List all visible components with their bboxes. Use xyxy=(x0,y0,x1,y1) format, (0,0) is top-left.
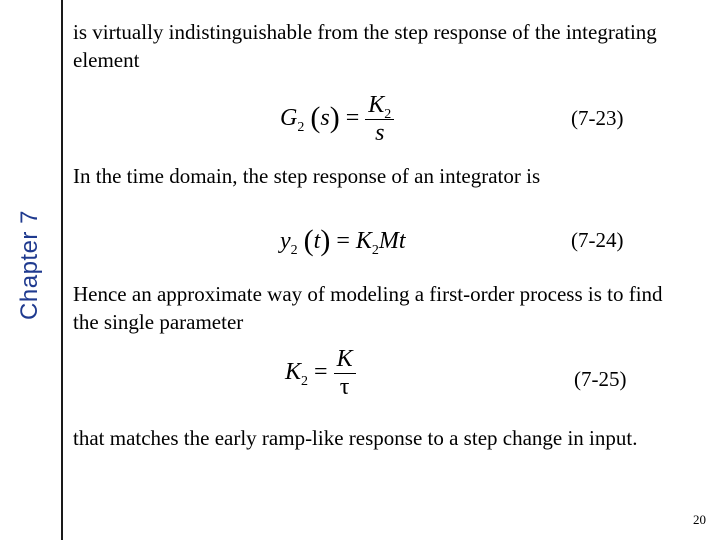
eq2-lhs: y xyxy=(280,228,291,254)
eq3-fraction xyxy=(334,346,356,401)
equation-7-23: $G_2$ (s) = $\frac{K_2}{s}$ xyxy=(280,92,394,147)
paragraph-time-domain: In the time domain, the step response of an integrator is xyxy=(73,164,541,188)
equation-7-25: $K_2$ = $\frac{K}{\tau}$ xyxy=(285,346,356,401)
eq2-lhs-sub: 2 xyxy=(290,243,298,258)
eq1-num-sub: 2 xyxy=(384,107,392,122)
eq3-lhs-sub: 2 xyxy=(301,374,309,390)
eq3-lhs: K xyxy=(285,359,302,386)
paragraph-approximation: Hence an approximate way of modeling a first-order process is to find the single parameter xyxy=(73,282,663,334)
eq1-den: s xyxy=(365,119,394,147)
eq1-arg: s xyxy=(320,105,330,132)
sidebar-divider xyxy=(61,0,63,540)
eq1-fraction xyxy=(365,92,394,147)
eq2-arg: t xyxy=(313,228,321,254)
eq2-rhs: K xyxy=(355,228,372,254)
page-number: 20 xyxy=(693,512,706,527)
sidebar xyxy=(0,0,61,540)
equation-7-24: $y_2$ $(t) = K_2Mt$ xyxy=(280,224,406,258)
eq3-den: τ xyxy=(334,373,356,401)
equation-number-7-23: (7-23) xyxy=(571,106,624,130)
eq1-lhs-sub: 2 xyxy=(297,120,305,136)
eq1-num: K xyxy=(368,92,385,118)
chapter-label: Chapter 7 xyxy=(16,210,43,320)
eq2-rhs-sub: 2 xyxy=(371,243,379,258)
equation-number-7-25: (7-25) xyxy=(574,367,627,391)
eq2-rhs-tail: Mt xyxy=(378,228,406,254)
paragraph-intro: is virtually indistinguishable from the step response of the integrating element xyxy=(73,20,657,72)
eq1-lhs: G xyxy=(280,105,298,132)
eq3-num: K xyxy=(336,346,353,372)
paragraph-ramp: that matches the early ramp-like response to a step change in input. xyxy=(73,426,638,450)
equation-number-7-24: (7-24) xyxy=(571,228,624,252)
